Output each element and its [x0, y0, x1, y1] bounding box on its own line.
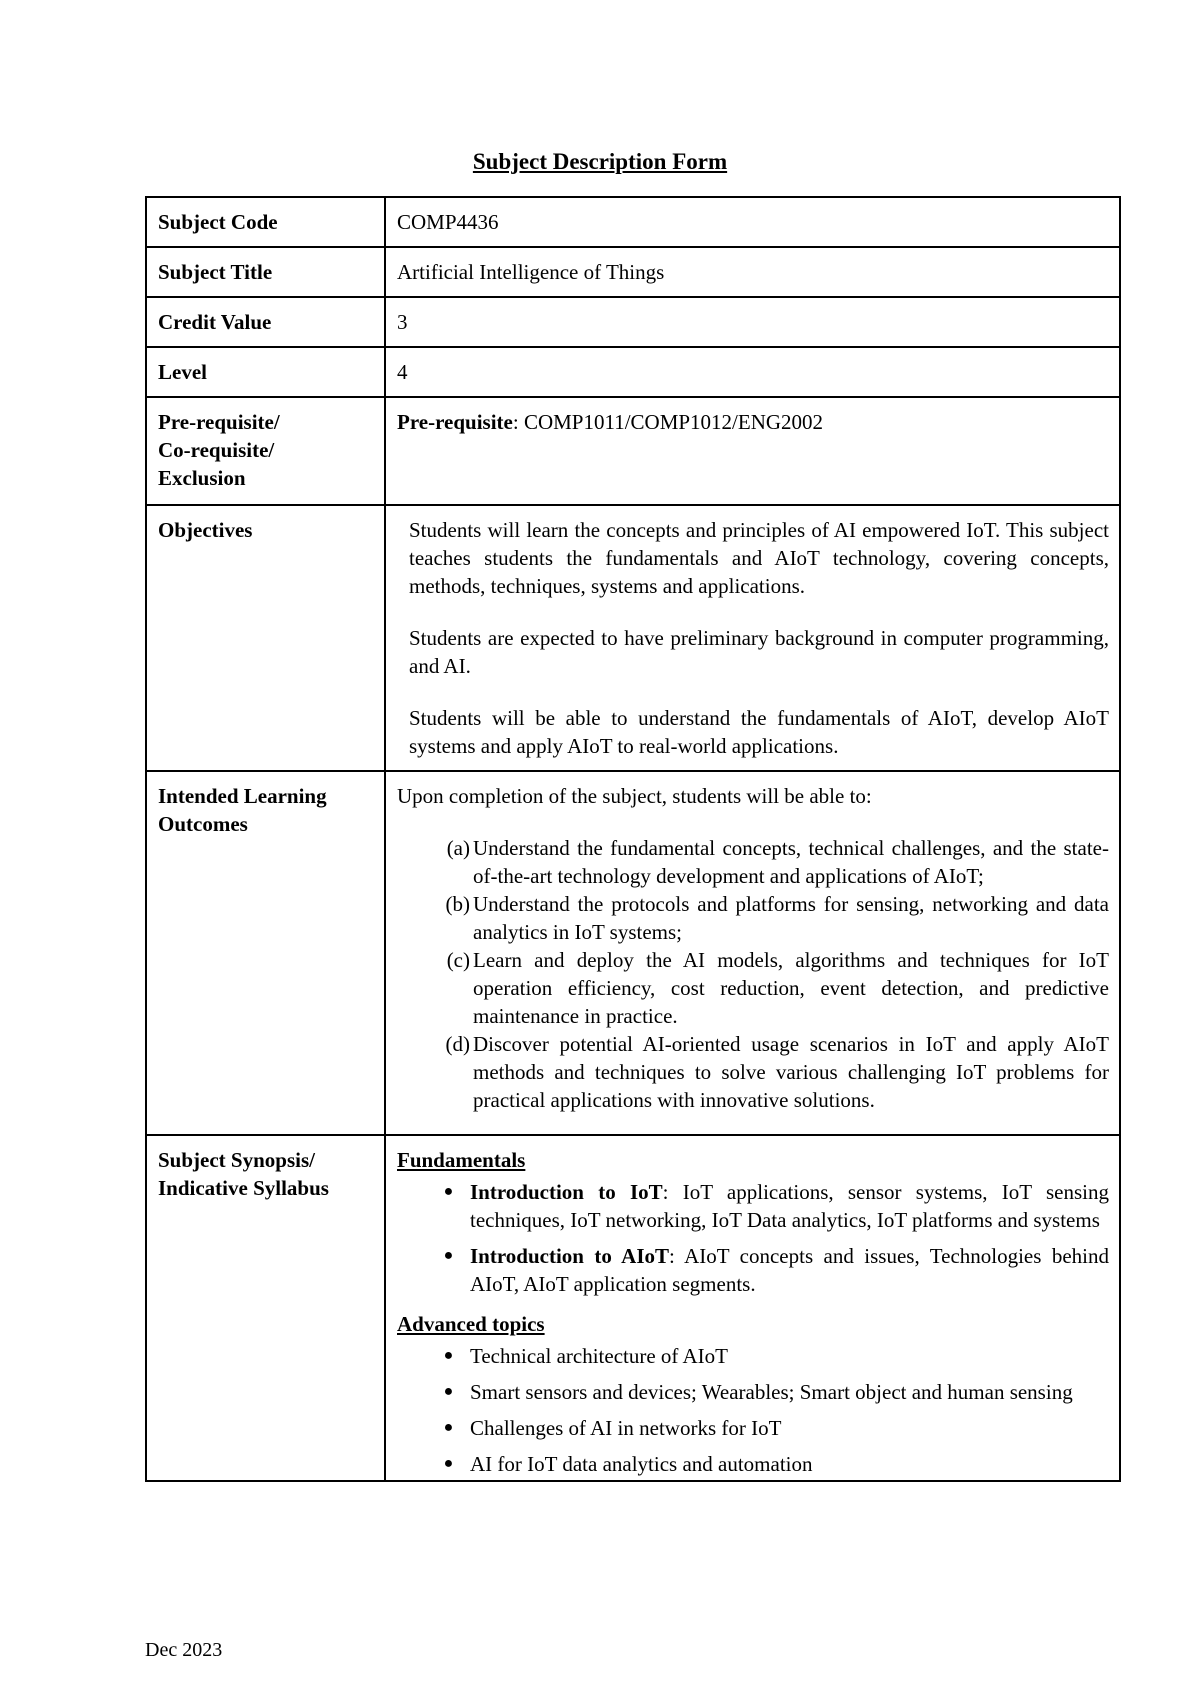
ilo-label [146, 771, 385, 1135]
list-item-text: Learn and deploy the AI models, algorithms and techniques for IoT operation efficiency, cost reduction, event detection, and predictive maintenance in practice. [473, 948, 1109, 1028]
list-item-text [470, 1178, 1109, 1234]
subject-code-label: Subject Code [146, 197, 385, 247]
ilo-label-line: Intended Learning [158, 784, 327, 808]
list-item-text [470, 1242, 1109, 1298]
prerequisite-label-line: Pre-requisite/ [158, 410, 280, 434]
advanced-topics-heading: Advanced topics [397, 1312, 545, 1336]
topic-title: Introduction to AIoT [470, 1244, 670, 1268]
prerequisite-value [385, 397, 1120, 505]
row-objectives [146, 505, 1120, 771]
list-item-text: Discover potential AI-oriented usage scenarios in IoT and apply AIoT methods and techniques to solve various challenging IoT problems for practical applications with innovative solutions. [473, 1032, 1109, 1112]
list-item [397, 890, 1109, 946]
list-item [397, 1242, 1109, 1298]
bullet-icon: ● [443, 1183, 454, 1200]
level-value: 4 [385, 347, 1120, 397]
list-marker: (b) [445, 892, 470, 916]
row-prerequisite [146, 397, 1120, 505]
exclusion-label-line: Exclusion [158, 466, 246, 490]
subject-title-label: Subject Title [146, 247, 385, 297]
credit-value-label: Credit Value [146, 297, 385, 347]
fundamentals-list [397, 1178, 1109, 1298]
subject-code-value: COMP4436 [385, 197, 1120, 247]
prerequisite-label [146, 397, 385, 505]
subject-description-table [145, 196, 1121, 1482]
row-subject-synopsis [146, 1135, 1120, 1481]
synopsis-label [146, 1135, 385, 1481]
bullet-icon: ● [443, 1247, 454, 1264]
list-marker: (a) [446, 836, 470, 860]
subject-title-value: Artificial Intelligence of Things [385, 247, 1120, 297]
prerequisite-value-label: Pre-requisite [397, 410, 513, 434]
list-item-text: AI for IoT data analytics and automation [470, 1452, 813, 1476]
row-intended-learning-outcomes [146, 771, 1120, 1135]
ilo-label-line: Outcomes [158, 812, 248, 836]
list-item [397, 1378, 1109, 1406]
list-item [397, 1414, 1109, 1442]
objectives-label: Objectives [146, 505, 385, 771]
level-label: Level [146, 347, 385, 397]
topic-title: Introduction to IoT [470, 1180, 663, 1204]
row-subject-title [146, 247, 1120, 297]
footer-date: Dec 2023 [145, 1639, 223, 1661]
synopsis-value [385, 1135, 1120, 1481]
list-item [397, 946, 1109, 1030]
fundamentals-heading: Fundamentals [397, 1148, 526, 1172]
row-subject-code [146, 197, 1120, 247]
row-credit-value [146, 297, 1120, 347]
bullet-icon: ● [443, 1419, 454, 1436]
list-item [397, 834, 1109, 890]
list-item-text: Understand the fundamental concepts, technical challenges, and the state-of-the-art technology development and applications of AIoT; [473, 836, 1109, 888]
list-marker: (d) [445, 1032, 470, 1056]
objectives-paragraph: Students will learn the concepts and principles of AI empowered IoT. This subject teaches students the fundamentals and AIoT technology, covering concepts, methods, techniques, systems and applications. [409, 518, 1109, 598]
list-item-text: Technical architecture of AIoT [470, 1344, 728, 1368]
list-item [397, 1030, 1109, 1114]
synopsis-label-line: Indicative Syllabus [158, 1176, 329, 1200]
list-item-text: Challenges of AI in networks for IoT [470, 1416, 782, 1440]
list-item-text: Understand the protocols and platforms for sensing, networking and data analytics in IoT systems; [473, 892, 1109, 944]
bullet-icon: ● [443, 1383, 454, 1400]
ilo-list [397, 834, 1109, 1114]
synopsis-label-line: Subject Synopsis/ [158, 1148, 315, 1172]
objectives-value [385, 505, 1120, 771]
topic-detail: : AIoT concepts and issues, Technologies behind AIoT, AIoT application segments. [470, 1244, 1110, 1296]
list-item-text: Smart sensors and devices; Wearables; Smart object and human sensing [470, 1380, 1073, 1404]
ilo-intro: Upon completion of the subject, students will be able to: [397, 784, 872, 808]
corequisite-label-line: Co-requisite/ [158, 438, 275, 462]
row-level [146, 347, 1120, 397]
list-item [397, 1178, 1109, 1234]
list-marker: (c) [446, 948, 470, 972]
objectives-paragraph: Students will be able to understand the fundamentals of AIoT, develop AIoT systems and apply AIoT to real-world applications. [409, 706, 1109, 758]
topic-detail: : IoT applications, sensor systems, IoT sensing techniques, IoT networking, IoT Data analytics, IoT platforms and systems [470, 1180, 1109, 1232]
credit-value-value: 3 [385, 297, 1120, 347]
bullet-icon: ● [443, 1347, 454, 1364]
ilo-value [385, 771, 1120, 1135]
objectives-paragraph: Students are expected to have preliminary background in computer programming, and AI. [409, 626, 1109, 678]
list-item [397, 1450, 1109, 1478]
page-title: Subject Description Form [472, 149, 728, 174]
advanced-topics-list [397, 1342, 1109, 1478]
bullet-icon: ● [443, 1455, 454, 1472]
list-item [397, 1342, 1109, 1370]
prerequisite-value-text: : COMP1011/COMP1012/ENG2002 [512, 410, 824, 434]
